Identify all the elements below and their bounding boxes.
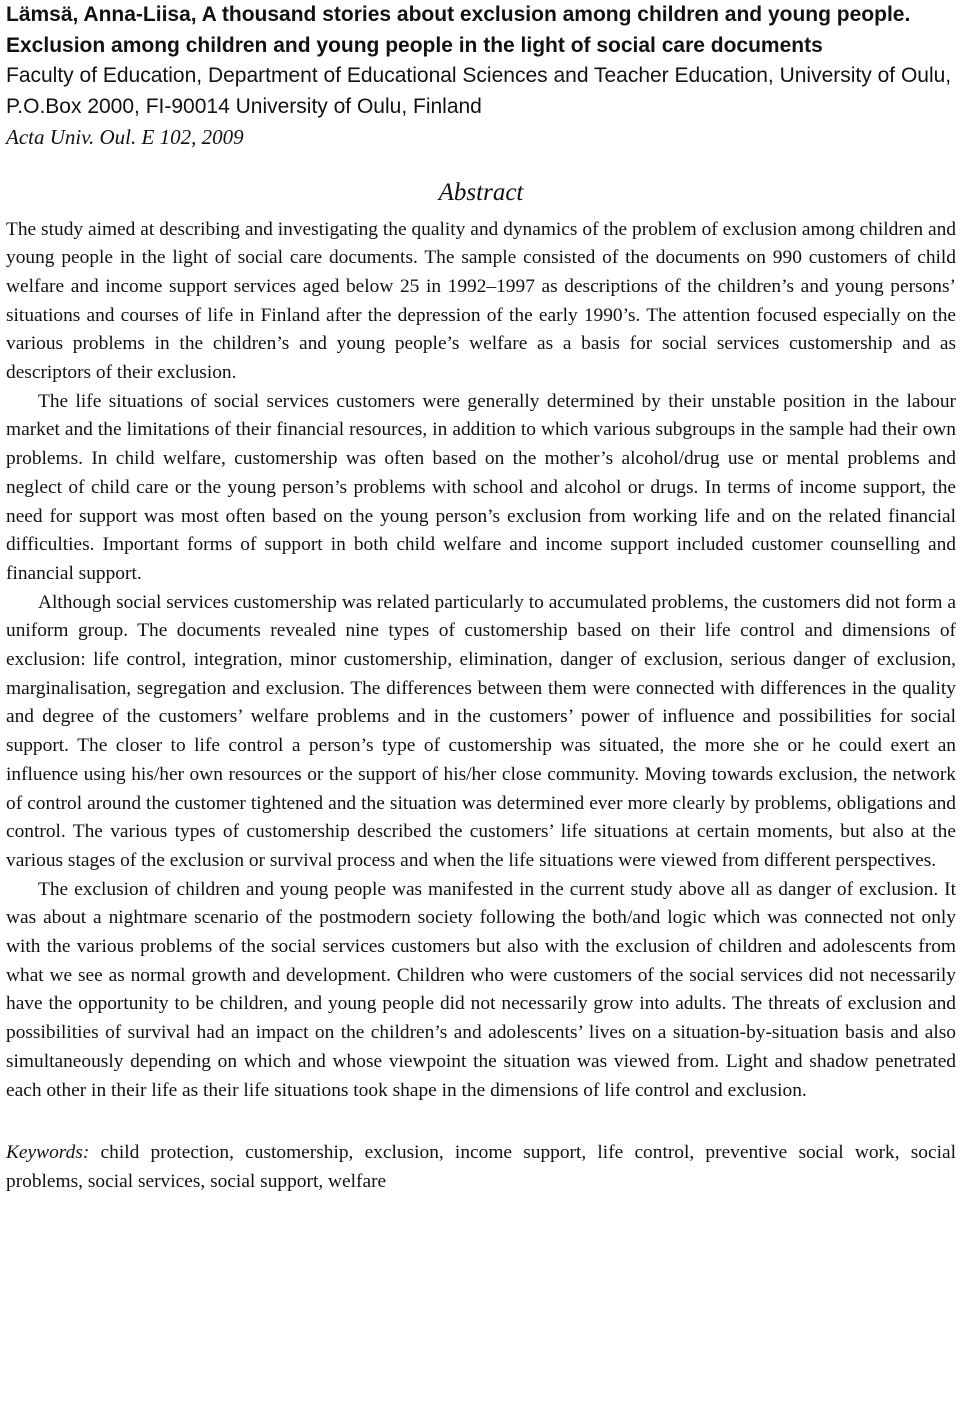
journal-reference: Acta Univ. Oul. E 102, 2009 xyxy=(6,125,244,149)
abstract-paragraph-3: Although social services customership was related particularly to accumulated problems, the customers did not form a uniform group. The documents revealed nine types of customership based on their life control and dimensions of exclusion: life control, integration, minor customership, elimination, danger of exclusion, serious danger of exclusion, marginalisation, segregation and exclusion. The differences between them were connected with differences in the quality and degree of the customers’ welfare problems and in the customers’ power of influence and possibilities for social support. The closer to life control a person’s type of customership was situated, the more she or he could exert an influence using his/her own resources or the support of his/her close community. Moving towards exclusion, the network of control around the customer tightened and the situation was determined ever more clearly by problems, obligations and control. The various types of customership described the customers’ life situations at certain moments, but also at the various stages of the exclusion or survival process and when the life situations were viewed from different perspectives. xyxy=(6,591,956,871)
citation-header xyxy=(6,0,956,153)
author-affiliation: Faculty of Education, Department of Educational Sciences and Teacher Education, University of Oulu, P.O.Box 2000, FI-90014 University of Oulu, Finland xyxy=(6,64,952,118)
keywords-label: Keywords: xyxy=(6,1142,90,1164)
abstract-paragraph-4: The exclusion of children and young people was manifested in the current study above all as danger of exclusion. It was about a nightmare scenario of the postmodern society following the both/and logic which was connected not only with the various problems of the social services customers but also with the exclusion of children and adolescents from what we see as normal growth and development. Children who were customers of the social services did not necessarily have the opportunity to be children, and young people did not necessarily grow into adults. The threats of exclusion and possibilities of survival had an impact on the children’s and adolescents’ lives on a situation-by-situation basis and also simultaneously depending on which and whose viewpoint the situation was viewed from. Light and shadow penetrated each other in their life as their life situations took shape in the dimensions of life control and exclusion. xyxy=(6,878,956,1101)
abstract-body xyxy=(6,216,956,1106)
abstract-heading: Abstract xyxy=(438,178,524,206)
abstract-paragraph-1: The study aimed at describing and investigating the quality and dynamics of the problem of exclusion among children and young people in the light of social care documents. The sample consisted of the documents on 990 customers of child welfare and income support services aged below 25 in 1992–1997 as descriptions of the children’s and young persons’ situations and courses of life in Finland after the depression of the early 1990’s. The attention focused especially on the various problems in the children’s and young people’s welfare as a basis for social services customership and as descriptors of their exclusion. xyxy=(6,218,956,384)
abstract-paragraph-2: The life situations of social services customers were generally determined by their unstable position in the labour market and the limitations of their financial resources, in addition to which various subgroups in the sample had their own problems. In child welfare, customership was often based on the mother’s alcohol/drug use or mental problems and neglect of child care or the young person’s problems with school and alcohol or drugs. In terms of income support, the need for support was most often based on the young person’s exclusion from working life and on the related financial difficulties. Important forms of support in both child welfare and income support included customer counselling and financial support. xyxy=(6,390,956,584)
citation-title: Lämsä, Anna-Liisa, A thousand stories about exclusion among children and young people. Exclusion among children and young people in the light of social care documents xyxy=(6,3,911,57)
document-page xyxy=(6,0,956,1197)
keywords-line xyxy=(6,1139,956,1196)
keywords-text: child protection, customership, exclusion, income support, life control, preventive social work, social problems, social services, social support, welfare xyxy=(6,1142,956,1192)
